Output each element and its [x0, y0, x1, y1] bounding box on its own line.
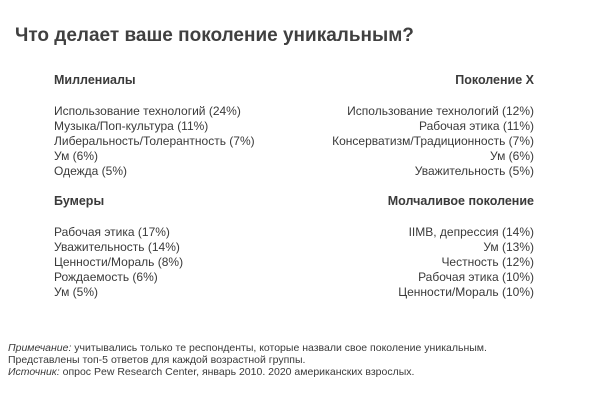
source-line: [8, 366, 588, 378]
list-item: Либеральность/Толерантность (7%): [54, 134, 255, 148]
group-boomers: [54, 194, 304, 300]
list-item: Ум (6%): [54, 149, 99, 163]
list-item: Ум (5%): [54, 285, 99, 299]
list-item: Ценности/Мораль (8%): [54, 255, 184, 269]
list-item: Рабочая этика (11%): [418, 119, 534, 133]
source-label: Источник:: [8, 366, 60, 378]
chart-title: Что делает ваше поколение уникальным?: [15, 25, 414, 46]
list-item: Использование технологий (24%): [54, 104, 241, 118]
list-item: Использование технологий (12%): [347, 104, 534, 118]
note-label: Примечание:: [8, 342, 72, 354]
list-item: Уважительность (14%): [54, 240, 180, 254]
group-silent-generation: [284, 194, 534, 300]
list-item: Ум (13%): [483, 240, 534, 254]
list-item: Музыка/Поп-культура (11%): [54, 119, 209, 133]
note-line: [8, 342, 588, 354]
group-title-generation-x: Поколение X: [455, 73, 534, 87]
source-text: опрос Pew Research Center, январь 2010. 2020 американских взрослых.: [59, 366, 415, 378]
group-title-silent-generation: Молчаливое поколение: [387, 194, 534, 208]
list-item: Консерватизм/Традиционность (7%): [332, 134, 534, 148]
list-item: Ум (6%): [489, 149, 534, 163]
list-item: Честность (12%): [441, 255, 534, 269]
group-title-boomers: Бумеры: [54, 194, 105, 208]
list-item: Рабочая этика (17%): [54, 225, 170, 239]
group-generation-x: [284, 73, 534, 179]
note-text: учитывались только те респонденты, которые назвали свое поколение уникальным.: [71, 342, 487, 354]
footnotes: [8, 342, 588, 378]
note-line-2: Представлены топ-5 ответов для каждой возрастной группы.: [8, 354, 306, 366]
list-item: Рабочая этика (10%): [418, 270, 534, 284]
group-millennials: [54, 73, 304, 179]
list-item: IIMB, депрессия (14%): [408, 225, 534, 239]
list-item: Одежда (5%): [54, 164, 127, 178]
list-item: Уважительность (5%): [414, 164, 534, 178]
list-item: Ценности/Мораль (10%): [398, 285, 534, 299]
list-item: Рождаемость (6%): [54, 270, 158, 284]
group-title-millennials: Миллениалы: [54, 73, 136, 87]
